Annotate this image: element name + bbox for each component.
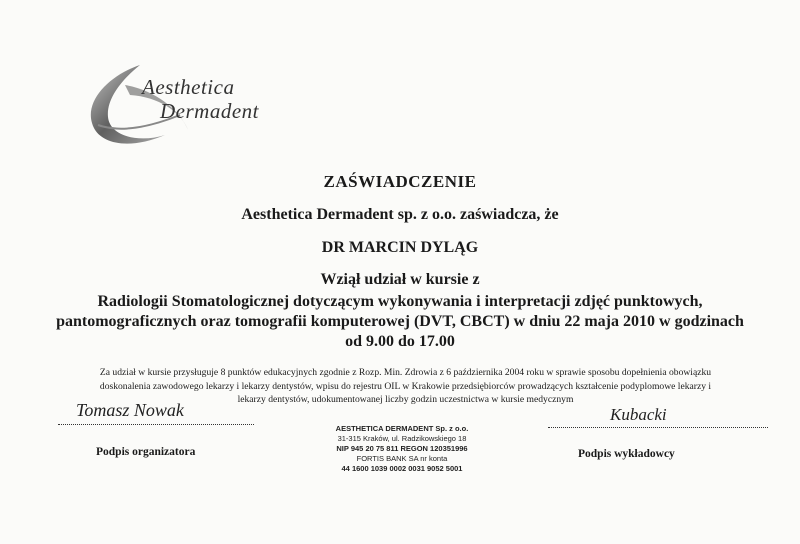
course-line: pantomograficznych oraz tomografii komputerowej (DVT, CBCT) w dniu 22 maja 2010 w godzinach bbox=[56, 313, 744, 330]
course-line: Radiologii Stomatologicznej dotyczącym wykonywania i interpretacji zdjęć punktowych, bbox=[97, 293, 703, 310]
points-line: lekarzy dentystów, udokumentowanej liczby godzin uczestnictwa w kursie medycznym bbox=[237, 394, 574, 405]
logo-text-dermadent: Dermadent bbox=[160, 99, 259, 123]
stamp-line: 44 1600 1039 0002 0031 9052 5001 bbox=[341, 464, 463, 473]
points-line: Za udział w kursie przysługuje 8 punktów edukacyjnych zgodnie z Rozp. Min. Zdrowia z 6 października 2004 roku w sprawie sposobu dopełnienia obowiązku bbox=[99, 367, 712, 378]
stamp-line: AESTHETICA DERMADENT Sp. z o.o. bbox=[335, 424, 469, 433]
recipient-name: DR MARCIN DYLĄG bbox=[321, 239, 479, 256]
lecturer-signature: Kubacki bbox=[610, 405, 667, 424]
organizer-signature: Tomasz Nowak bbox=[76, 400, 184, 420]
issuer-statement: Aesthetica Dermadent sp. z o.o. zaświadcza, że bbox=[241, 206, 559, 223]
points-line: doskonalenia zawodowego lekarzy i lekarzy dentystów, wpisu do rejestru OIL w Krakowie przedsiębiorców prowadzących kształcenie podyplomowe lekarzy i bbox=[99, 380, 712, 392]
company-logo bbox=[70, 55, 310, 165]
participation-statement: Wziął udział w kursie z bbox=[320, 271, 480, 288]
company-stamp bbox=[310, 424, 494, 474]
organizer-signature-label: Podpis organizatora bbox=[96, 446, 196, 458]
logo-text-aesthetica: Aesthetica bbox=[142, 75, 235, 99]
stamp-line: FORTIS BANK SA nr konta bbox=[356, 454, 448, 463]
certificate-title: ZAŚWIADCZENIE bbox=[323, 172, 477, 191]
course-description bbox=[0, 292, 800, 352]
course-line: od 9.00 do 17.00 bbox=[345, 333, 455, 350]
signature-line bbox=[58, 424, 254, 425]
stamp-line: NIP 945 20 75 811 REGON 120351996 bbox=[336, 444, 468, 453]
lecturer-signature-label: Podpis wykładowcy bbox=[578, 448, 675, 460]
signature-line bbox=[548, 427, 768, 428]
stamp-line: 31-315 Kraków, ul. Radzikowskiego 18 bbox=[337, 434, 467, 443]
